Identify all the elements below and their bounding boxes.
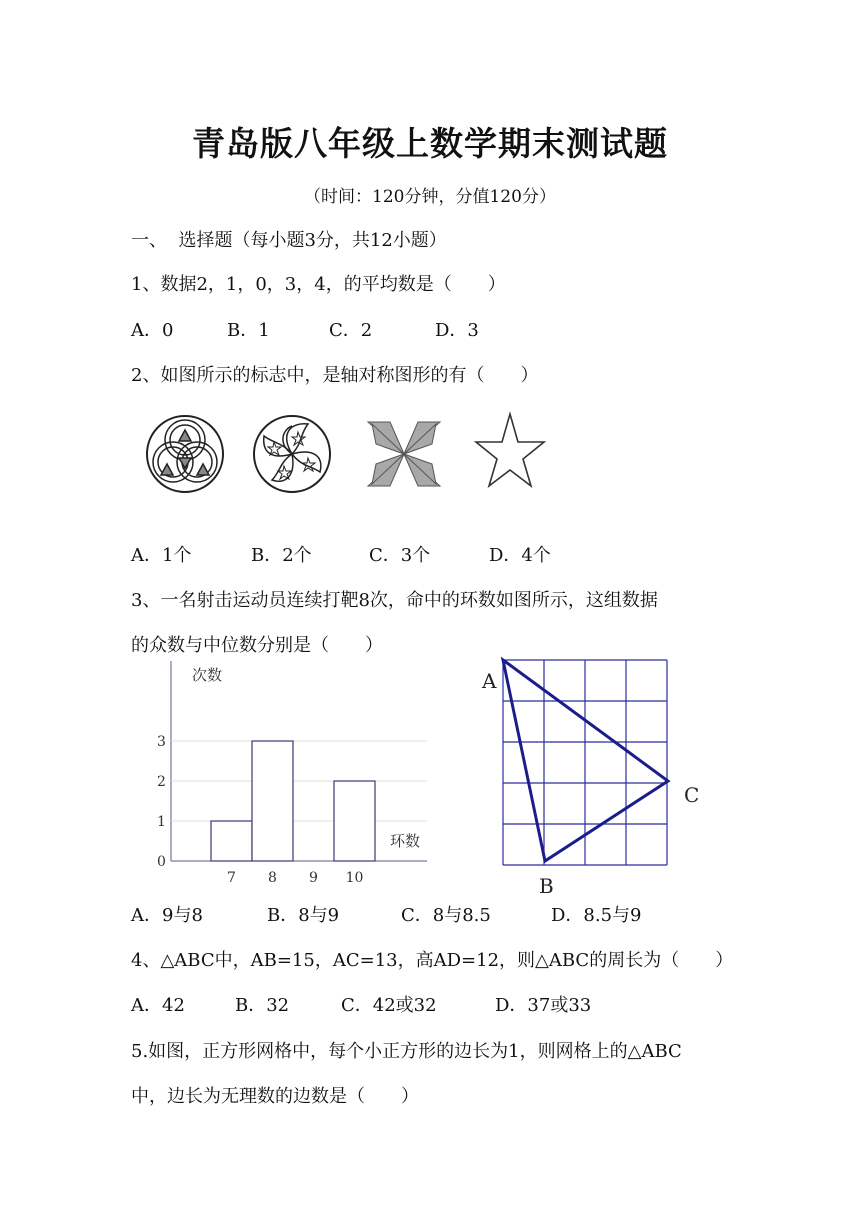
option-b: B．2个 bbox=[251, 545, 312, 566]
vertex-label-b: B bbox=[539, 874, 554, 898]
page-title: 青岛版八年级上数学期末测试题 bbox=[192, 124, 668, 163]
y-axis-label: 次数 bbox=[192, 666, 223, 684]
option-c: C．8与8.5 bbox=[401, 905, 491, 926]
exam-info: （时间：120分钟，分值120分） bbox=[304, 187, 556, 207]
grid-triangle-figure bbox=[478, 655, 703, 900]
option-d: D．37或33 bbox=[495, 995, 592, 1016]
bauhinia-logo-icon bbox=[254, 416, 330, 492]
question-3-stem-line-1: 3、一名射击运动员连续打靶8次，命中的环数如图所示，这组数据 bbox=[131, 590, 658, 611]
question-2-stem: 2、如图所示的标志中，是轴对称图形的有（ ） bbox=[131, 365, 539, 386]
vertex-label-a: A bbox=[482, 669, 497, 693]
option-a: A．1个 bbox=[131, 545, 192, 566]
option-d: D．3 bbox=[435, 320, 479, 341]
x-tick-label: 8 bbox=[268, 870, 277, 886]
bar-7 bbox=[211, 821, 252, 861]
option-b: B．32 bbox=[235, 995, 290, 1016]
question-5-stem-line-1: 5.如图，正方形网格中，每个小正方形的边长为1，则网格上的△ABC bbox=[131, 1041, 682, 1062]
bar-10 bbox=[334, 781, 375, 861]
star-outline-icon bbox=[476, 414, 544, 486]
option-d: D．8.5与9 bbox=[551, 905, 642, 926]
x-tick-label: 7 bbox=[227, 870, 236, 886]
option-b: B．8与9 bbox=[267, 905, 340, 926]
question-4-stem: 4、△ABC中，AB=15，AC=13，高AD=12，则△ABC的周长为（ ） bbox=[131, 950, 734, 971]
section-heading: 一、 选择题（每小题3分，共12小题） bbox=[131, 230, 447, 251]
option-a: A．9与8 bbox=[131, 905, 203, 926]
option-c: C．42或32 bbox=[341, 995, 437, 1016]
x-tick-label: 9 bbox=[309, 870, 318, 886]
histogram-chart bbox=[140, 655, 440, 890]
y-tick-label: 3 bbox=[157, 734, 166, 750]
option-b: B．1 bbox=[227, 320, 270, 341]
option-a: A．42 bbox=[131, 995, 185, 1016]
vertex-label-c: C bbox=[684, 783, 700, 807]
question-3-stem-line-2: 的众数与中位数分别是（ ） bbox=[131, 635, 383, 656]
y-tick-label: 2 bbox=[157, 774, 166, 790]
option-a: A．0 bbox=[131, 320, 174, 341]
x-axis-label: 环数 bbox=[390, 832, 421, 850]
option-c: C．2 bbox=[329, 320, 373, 341]
logo-figures bbox=[140, 408, 560, 500]
x-tick-label: 10 bbox=[345, 870, 364, 886]
option-c: C．3个 bbox=[369, 545, 431, 566]
bar-8 bbox=[252, 741, 293, 861]
rhombus-pinwheel-icon bbox=[368, 422, 440, 486]
question-1-stem: 1、数据2，1，0，3，4，的平均数是（ ） bbox=[131, 274, 506, 295]
y-tick-label: 0 bbox=[157, 854, 166, 870]
y-tick-label: 1 bbox=[157, 814, 166, 830]
question-5-stem-line-2: 中，边长为无理数的边数是（ ） bbox=[131, 1086, 419, 1107]
trefoil-logo-icon bbox=[147, 416, 223, 492]
option-d: D．4个 bbox=[489, 545, 551, 566]
